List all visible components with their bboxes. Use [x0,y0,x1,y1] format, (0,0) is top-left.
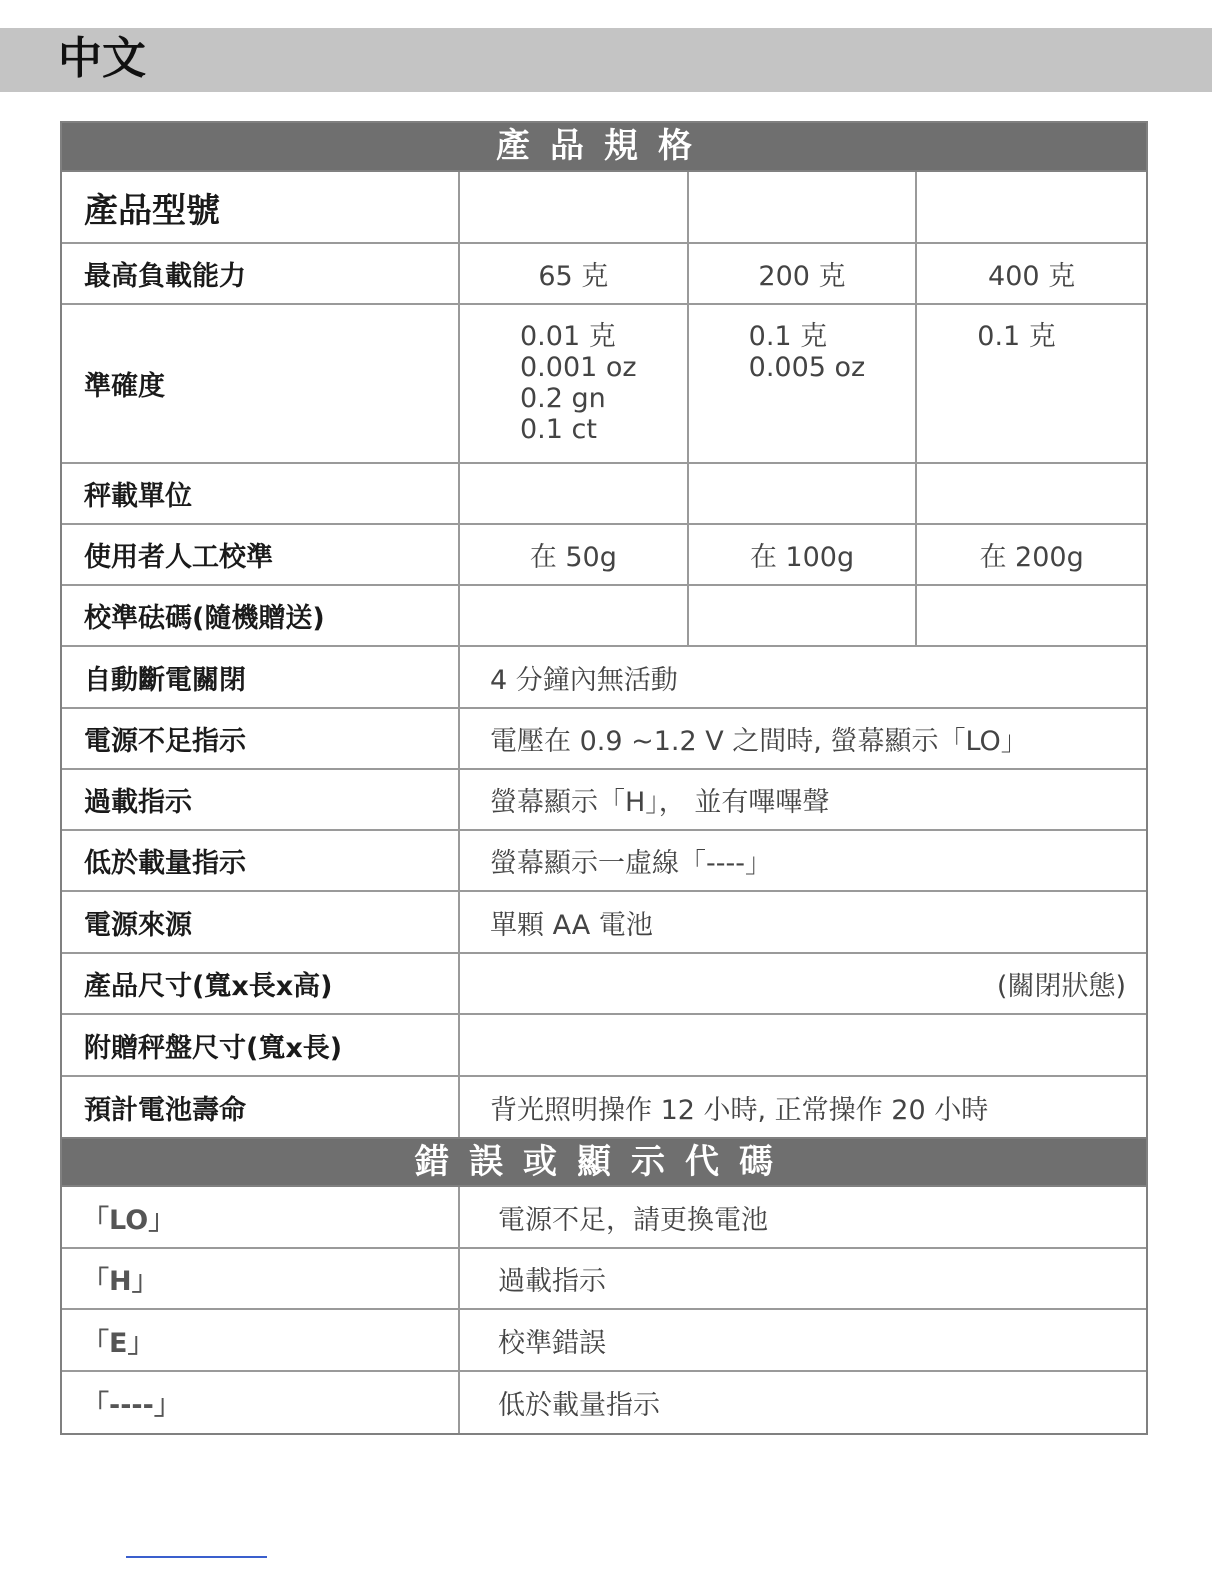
spec-value: 電壓在 0.9 ~1.2 V 之間時, 螢幕顯示「LO」 [490,726,1028,757]
spec-table [60,121,1148,1435]
spec-row-dimensions [62,954,1146,1015]
spec-value [689,464,918,523]
spec-row-overload [62,770,1146,831]
accuracy-line: 0.01 克 [520,321,616,352]
error-description: 電源不足，請更換電池 [498,1204,768,1236]
spec-value: 螢幕顯示一虛線「----」 [490,848,772,879]
spec-value: 4 分鐘內無活動 [490,664,678,696]
language-label: 中文 [58,33,146,84]
accuracy-line: 0.2 gn [520,383,606,414]
spec-label: 電源不足指示 [62,709,460,768]
error-row [62,1310,1146,1372]
accuracy-line: 0.1 克 [977,321,1056,352]
spec-value [460,1015,1146,1075]
spec-label: 校準砝碼(隨機贈送) [62,586,460,645]
error-code: 「LO」 [62,1187,460,1247]
accuracy-line: 0.005 oz [748,352,866,383]
spec-value: 在 200g [979,542,1084,573]
spec-label: 附贈秤盤尺寸(寬x長) [62,1015,460,1075]
spec-value [460,586,689,645]
spec-value: 200 克 [689,244,918,303]
spec-value: 螢幕顯示「H」， 並有嗶嗶聲 [490,787,830,818]
error-codes-title: 錯誤或顯示代碼 [62,1137,1146,1187]
spec-row-units [62,464,1146,525]
spec-row-low-power [62,709,1146,770]
error-code: 「E」 [62,1310,460,1370]
spec-value [917,586,1146,645]
spec-value [460,464,689,523]
spec-row-model [62,172,1146,244]
footer-divider [126,1556,267,1558]
spec-row-power-source [62,892,1146,954]
spec-row-tray-size [62,1015,1146,1077]
spec-label: 自動斷電關閉 [62,647,460,707]
error-description: 過載指示 [498,1266,606,1297]
spec-value [689,586,918,645]
spec-value [917,305,1146,462]
spec-row-battery-life [62,1077,1146,1137]
spec-label: 秤載單位 [62,464,460,523]
spec-row-auto-off [62,647,1146,709]
spec-label: 低於載量指示 [62,831,460,890]
language-header-bar [0,28,1212,92]
spec-value [460,305,689,462]
error-row [62,1372,1146,1433]
spec-label: 最高負載能力 [62,244,460,303]
spec-row-calibration [62,525,1146,586]
spec-value: 400 克 [988,261,1076,292]
spec-row-cal-weight [62,586,1146,647]
spec-label: 準確度 [62,305,460,462]
spec-value [689,172,918,242]
spec-label: 產品型號 [62,172,460,242]
error-row [62,1187,1146,1249]
spec-value: 單顆 AA 電池 [490,909,653,941]
spec-row-underload [62,831,1146,892]
error-code: 「H」 [62,1249,460,1308]
spec-value: (關閉狀態) [996,971,1126,1002]
spec-value [689,305,918,462]
spec-value [460,172,689,242]
spec-value: 65 克 [460,244,689,303]
spec-value: 背光照明操作 12 小時, 正常操作 20 小時 [490,1094,989,1126]
spec-label: 預計電池壽命 [62,1077,460,1137]
spec-row-accuracy [62,305,1146,464]
spec-value [917,172,1146,242]
spec-label: 過載指示 [62,770,460,829]
spec-label: 產品尺寸(寬x長x高) [62,954,460,1013]
spec-value: 在 50g [460,525,689,584]
error-row [62,1249,1146,1310]
accuracy-line: 0.1 克 [748,321,828,352]
spec-value: 在 100g [689,525,918,584]
error-description: 校準錯誤 [498,1327,606,1359]
spec-label: 使用者人工校準 [62,525,460,584]
accuracy-line: 0.1 ct [520,414,597,445]
error-description: 低於載量指示 [498,1390,660,1421]
spec-table-title: 產品規格 [62,123,1146,172]
accuracy-line: 0.001 oz [520,352,637,383]
spec-value [917,464,1146,523]
spec-label: 電源來源 [62,892,460,952]
spec-row-max-load [62,244,1146,305]
error-code: 「----」 [62,1372,460,1433]
